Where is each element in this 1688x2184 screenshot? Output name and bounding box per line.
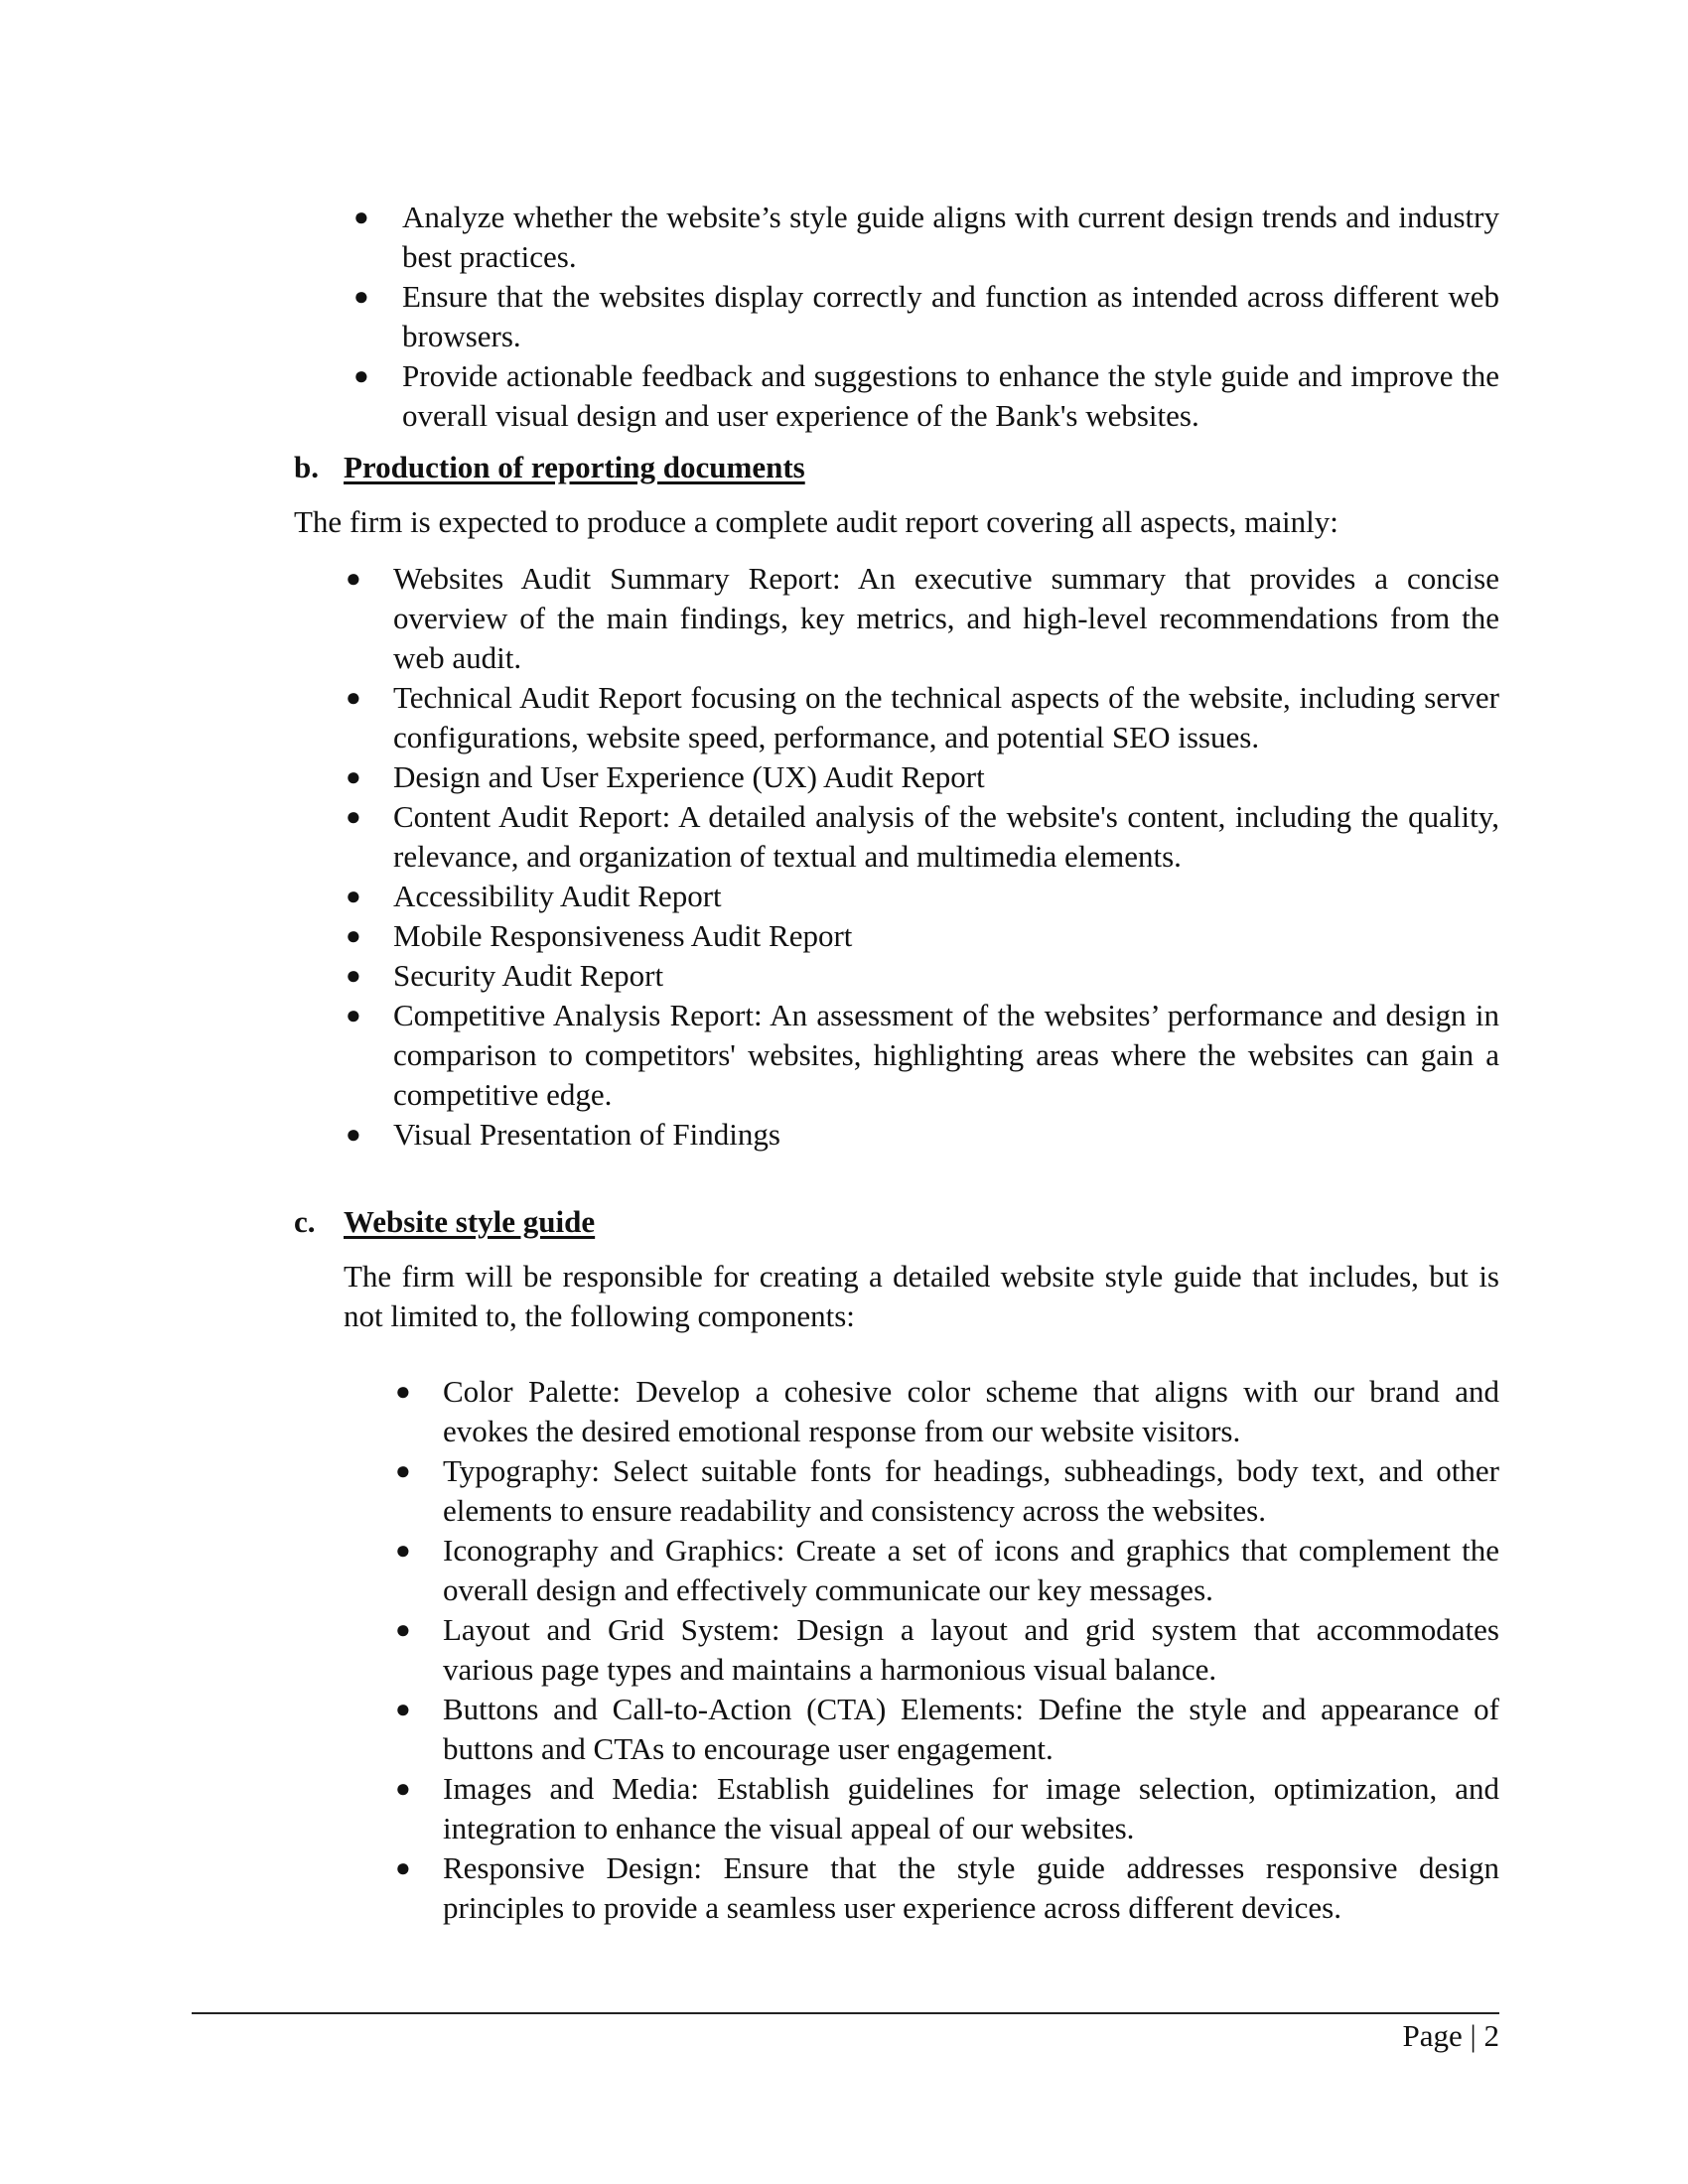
bullet-icon: ●: [395, 1615, 411, 1644]
list-item-text: Content Audit Report: A detailed analysis of the website's content, including the quality, relevance, and organization of textual and multimedia elements.: [393, 799, 1499, 874]
bullet-icon: ●: [346, 961, 361, 990]
list-item-text: Responsive Design: Ensure that the style guide addresses responsive design principles to provide a seamless user experience across different devices.: [443, 1850, 1499, 1925]
list-item: [346, 559, 1499, 678]
section-c-intro: The firm will be responsible for creating a detailed website style guide that includes, but is not limited to, the following components:: [344, 1259, 1499, 1333]
bullet-icon: ●: [353, 203, 369, 231]
footer-divider: [192, 2012, 1499, 2014]
list-item-text: Analyze whether the website’s style guide aligns with current design trends and industry best practices.: [402, 200, 1499, 274]
list-item: [346, 996, 1499, 1115]
list-item: [353, 198, 1499, 277]
list-item-text: Mobile Responsiveness Audit Report: [393, 918, 853, 953]
section-b-title: Production of reporting documents: [344, 450, 805, 484]
bullet-icon: ●: [353, 282, 369, 311]
list-item: [353, 277, 1499, 356]
section-c-title: Website style guide: [344, 1204, 596, 1239]
bullet-icon: ●: [346, 683, 361, 712]
top-bullet-list: [353, 198, 1499, 436]
page-number: Page | 2: [1402, 2018, 1499, 2053]
list-item-text: Iconography and Graphics: Create a set of icons and graphics that complement the overall design and effectively communicate our key messages.: [443, 1533, 1499, 1607]
section-b-heading: [294, 448, 805, 487]
list-item-text: Technical Audit Report focusing on the technical aspects of the website, including server configurations, website speed, performance, and potential SEO issues.: [393, 680, 1499, 754]
list-item-text: Layout and Grid System: Design a layout and grid system that accommodates various page types and maintains a harmonious visual balance.: [443, 1612, 1499, 1687]
section-c-heading: [294, 1202, 595, 1242]
list-item-text: Design and User Experience (UX) Audit Report: [393, 759, 985, 794]
list-item: [353, 356, 1499, 436]
section-b-bullet-list: [346, 559, 1499, 1155]
bullet-icon: ●: [346, 882, 361, 910]
list-item-text: Visual Presentation of Findings: [393, 1117, 780, 1152]
section-c-bullet-list: [395, 1372, 1499, 1928]
list-item-text: Provide actionable feedback and suggestions to enhance the style guide and improve the overall visual design and user experience of the Bank's websites.: [402, 358, 1499, 433]
list-item: [346, 797, 1499, 877]
list-item: [395, 1690, 1499, 1769]
section-c-bullet-list-block: [395, 1372, 1499, 1928]
list-item: [346, 757, 1499, 797]
bullet-icon: ●: [395, 1774, 411, 1803]
bullet-icon: ●: [395, 1695, 411, 1723]
list-item: [346, 956, 1499, 996]
list-item: [346, 1115, 1499, 1155]
list-item-text: Typography: Select suitable fonts for headings, subheadings, body text, and other elements to ensure readability and consistency across the websites.: [443, 1453, 1499, 1528]
bullet-icon: ●: [395, 1853, 411, 1882]
list-item-text: Competitive Analysis Report: An assessment of the websites’ performance and design in comparison to competitors' websites, highlighting areas where the websites can gain a competitive edge.: [393, 998, 1499, 1112]
bullet-icon: ●: [353, 361, 369, 390]
list-item: [395, 1451, 1499, 1531]
bullet-icon: ●: [346, 1001, 361, 1029]
bullet-icon: ●: [346, 921, 361, 950]
top-bullet-list-block: [353, 198, 1499, 436]
list-item: [395, 1848, 1499, 1928]
list-item: [346, 678, 1499, 757]
list-item: [346, 916, 1499, 956]
section-b-letter: b.: [294, 450, 319, 484]
list-item: [395, 1610, 1499, 1690]
bullet-icon: ●: [346, 1120, 361, 1149]
section-b-intro: The firm is expected to produce a complete audit report covering all aspects, mainly:: [294, 504, 1338, 539]
list-item-text: Accessibility Audit Report: [393, 879, 722, 913]
section-b-bullet-list-block: [346, 559, 1499, 1155]
list-item: [395, 1531, 1499, 1610]
bullet-icon: ●: [346, 564, 361, 593]
list-item-text: Websites Audit Summary Report: An executive summary that provides a concise overview of the main findings, key metrics, and high-level recommendations from the web audit.: [393, 561, 1499, 675]
list-item-text: Ensure that the websites display correctly and function as intended across different web browsers.: [402, 279, 1499, 353]
list-item: [395, 1372, 1499, 1451]
bullet-icon: ●: [395, 1456, 411, 1485]
list-item-text: Images and Media: Establish guidelines for image selection, optimization, and integration to enhance the visual appeal of our websites.: [443, 1771, 1499, 1845]
bullet-icon: ●: [395, 1377, 411, 1406]
bullet-icon: ●: [346, 802, 361, 831]
list-item-text: Security Audit Report: [393, 958, 664, 993]
list-item: [395, 1769, 1499, 1848]
list-item-text: Color Palette: Develop a cohesive color scheme that aligns with our brand and evokes the desired emotional response from our website visitors.: [443, 1374, 1499, 1448]
list-item: [346, 877, 1499, 916]
list-item-text: Buttons and Call-to-Action (CTA) Elements: Define the style and appearance of buttons and CTAs to encourage user engagement.: [443, 1692, 1499, 1766]
bullet-icon: ●: [395, 1536, 411, 1565]
section-c-letter: c.: [294, 1204, 316, 1239]
bullet-icon: ●: [346, 762, 361, 791]
